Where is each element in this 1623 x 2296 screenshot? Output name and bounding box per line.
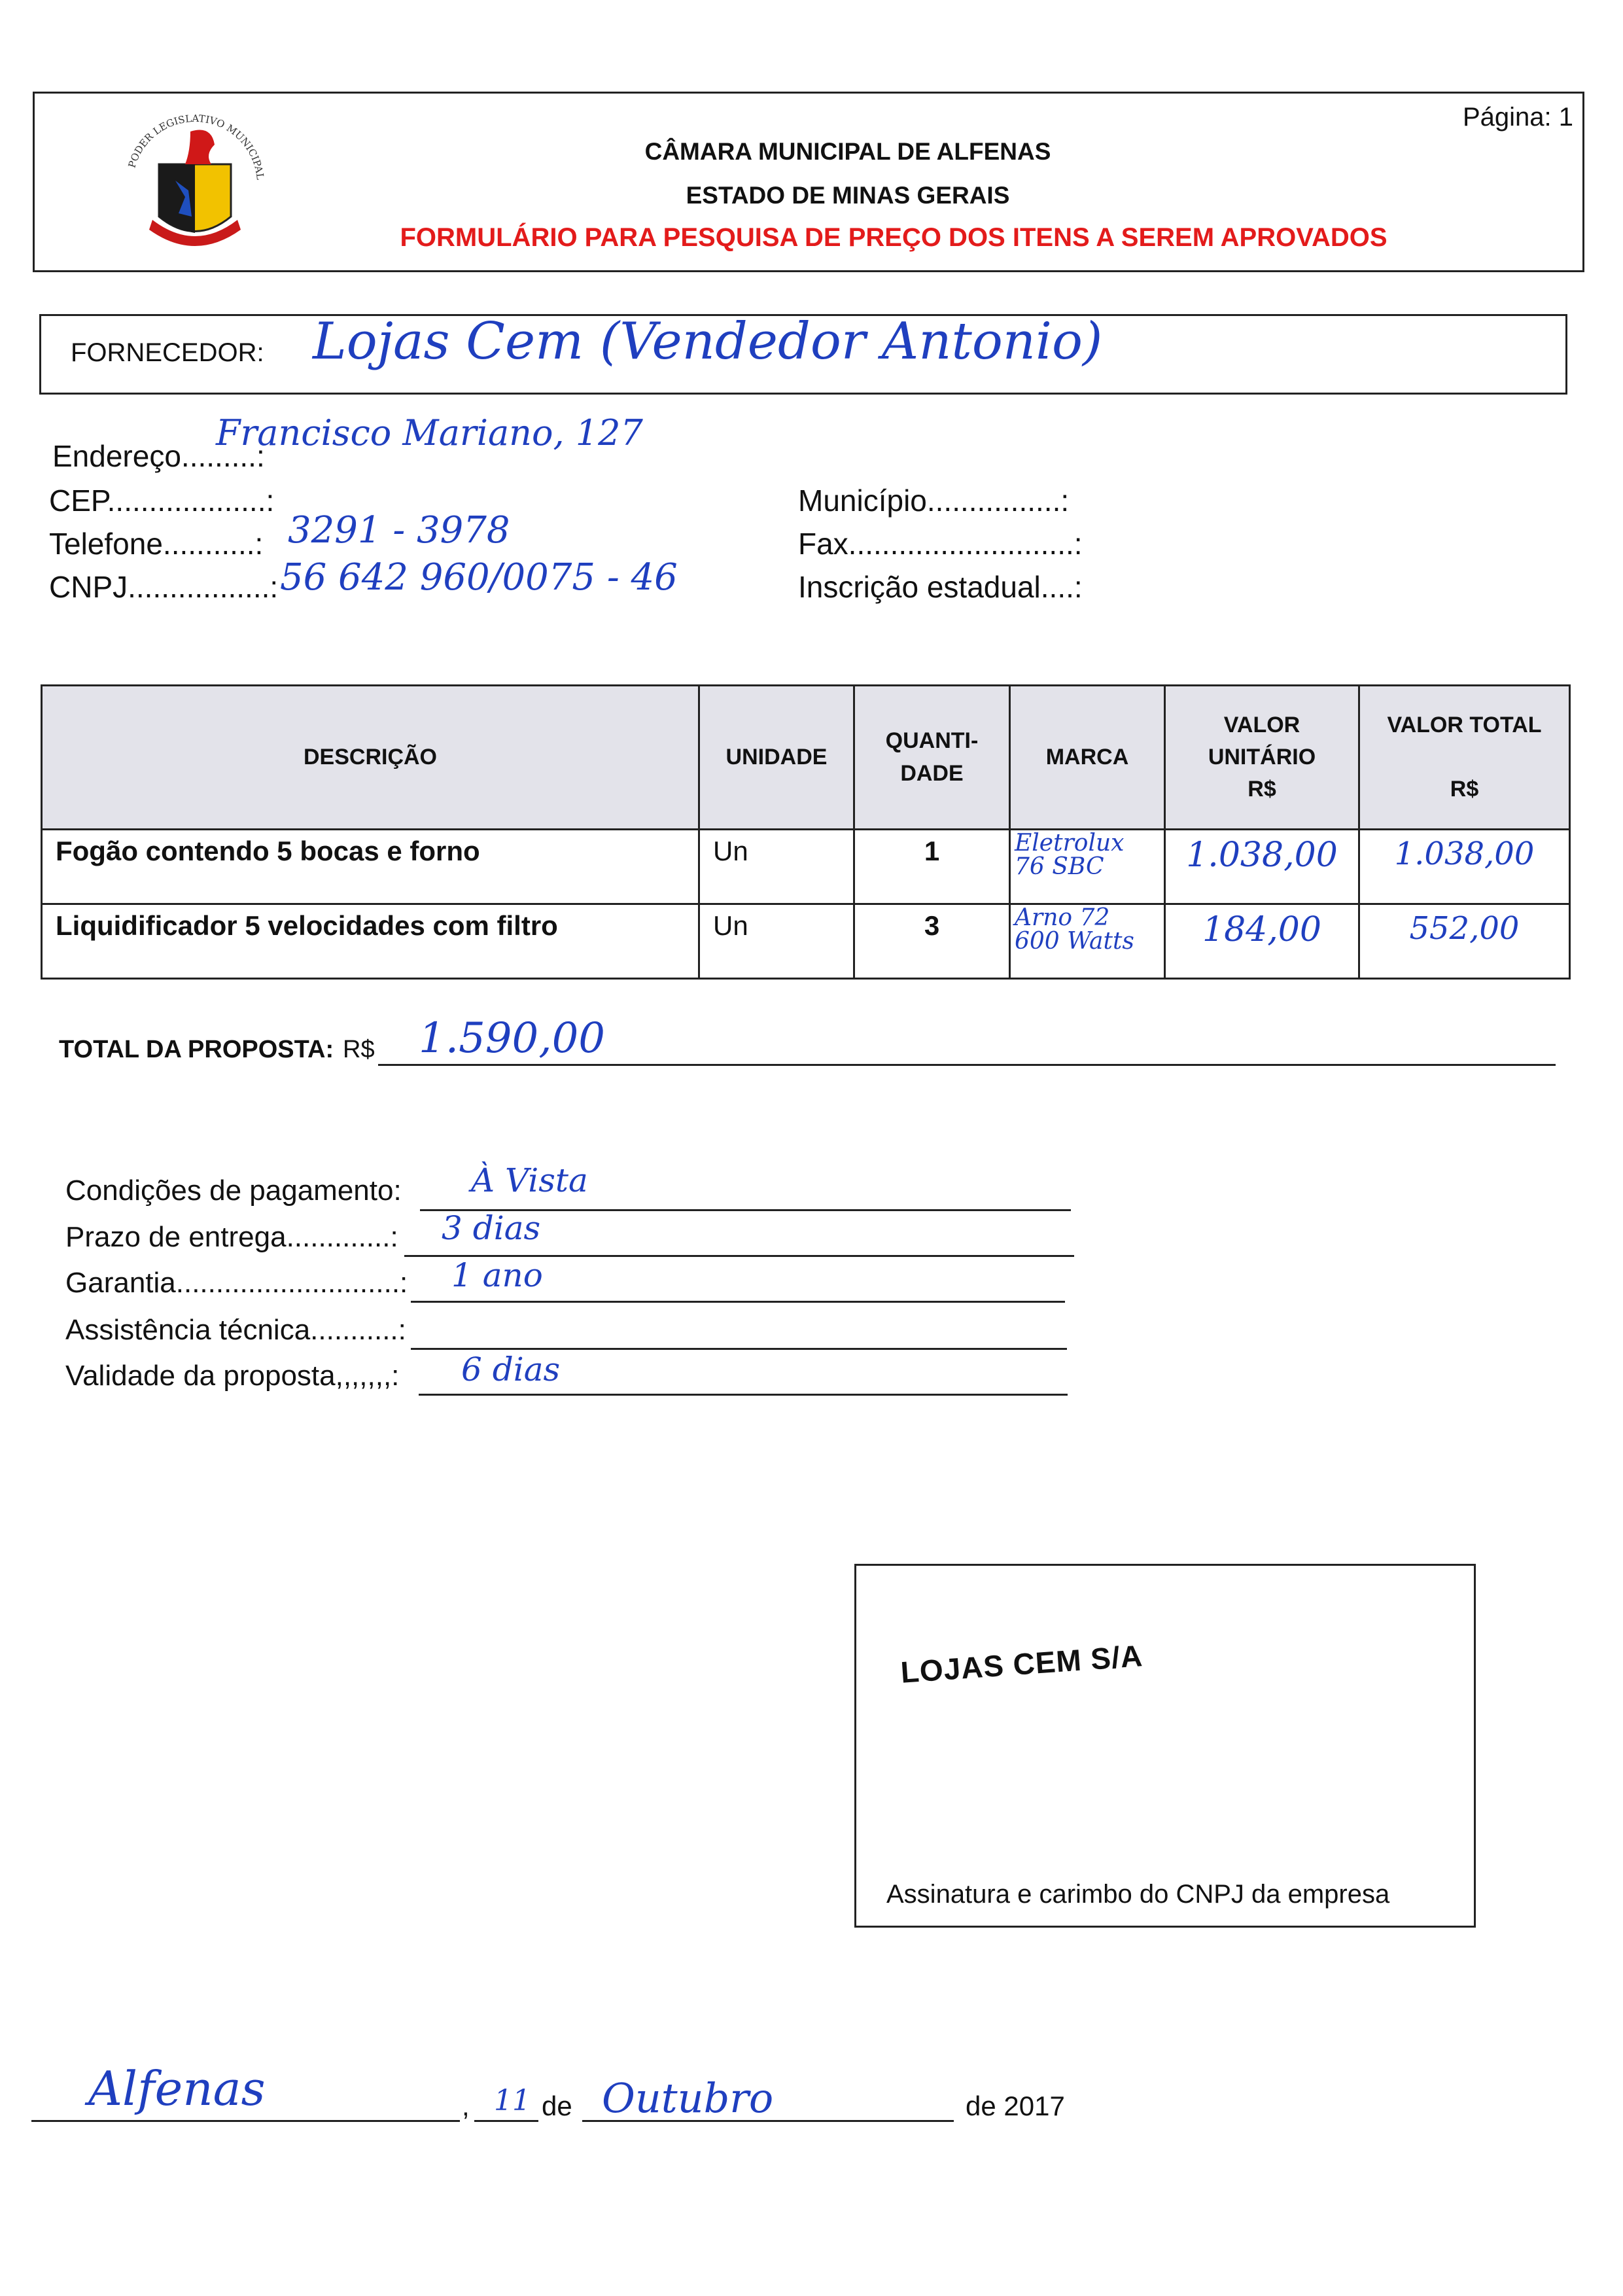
address-label: Endereço.........: bbox=[52, 439, 265, 473]
company-stamp: LOJAS CEM S/A bbox=[899, 1638, 1144, 1689]
cnpj-label: CNPJ.................: bbox=[49, 570, 279, 604]
header-marca: MARCA bbox=[1010, 686, 1165, 830]
cell-marca[interactable]: Arno 72 600 Watts bbox=[1010, 904, 1165, 979]
assistencia-label: Assistência técnica...........: bbox=[65, 1314, 406, 1346]
cell-valor-unitario[interactable]: 184,00 bbox=[1165, 904, 1359, 979]
footer-city[interactable]: Alfenas bbox=[88, 2061, 266, 2116]
header-valor-unitario: VALOR UNITÁRIO R$ bbox=[1165, 686, 1359, 830]
total-label: TOTAL DA PROPOSTA: bbox=[59, 1036, 334, 1063]
garantia-label: Garantia............................: bbox=[65, 1267, 408, 1299]
footer-year: de 2017 bbox=[966, 2091, 1065, 2121]
supplier-label: FORNECEDOR: bbox=[71, 338, 264, 367]
page-number: Página: 1 bbox=[1462, 103, 1573, 132]
ie-label: Inscrição estadual....: bbox=[798, 570, 1083, 604]
items-table bbox=[41, 684, 1571, 980]
cell-descricao: Liquidificador 5 velocidades com filtro bbox=[42, 904, 699, 979]
total-value[interactable]: 1.590,00 bbox=[419, 1014, 605, 1063]
address-value[interactable]: Francisco Mariano, 127 bbox=[216, 412, 643, 453]
assistencia-line[interactable] bbox=[411, 1309, 1067, 1350]
signature-caption: Assinatura e carimbo do CNPJ da empresa bbox=[886, 1880, 1390, 1909]
logo-text: PODER LEGISLATIVO MUNICIPAL bbox=[126, 112, 266, 181]
cell-marca[interactable]: Eletrolux 76 SBC bbox=[1010, 830, 1165, 904]
footer-city-line bbox=[31, 2120, 460, 2122]
prazo-label: Prazo de entrega.............: bbox=[65, 1221, 398, 1253]
table-row bbox=[42, 830, 1570, 904]
cell-quantidade: 1 bbox=[854, 830, 1010, 904]
validade-value[interactable]: 6 dias bbox=[461, 1351, 561, 1388]
footer-de: de bbox=[542, 2091, 572, 2121]
table-header-row bbox=[42, 686, 1570, 830]
footer-month[interactable]: Outubro bbox=[602, 2074, 774, 2122]
header-box bbox=[33, 92, 1584, 272]
cell-descricao: Fogão contendo 5 bocas e forno bbox=[42, 830, 699, 904]
cep-label: CEP...................: bbox=[49, 484, 275, 518]
total-currency: R$ bbox=[343, 1036, 375, 1063]
header-title-1: CÂMARA MUNICIPAL DE ALFENAS bbox=[644, 138, 1051, 165]
header-quantidade: QUANTI- DADE bbox=[854, 686, 1010, 830]
phone-label: Telefone...........: bbox=[49, 527, 264, 561]
header-unidade: UNIDADE bbox=[699, 686, 854, 830]
header-form-title: FORMULÁRIO PARA PESQUISA DE PREÇO DOS ITENS A SEREM APROVADOS bbox=[400, 223, 1387, 252]
header-valor-total: VALOR TOTAL R$ bbox=[1359, 686, 1570, 830]
cell-valor-unitario[interactable]: 1.038,00 bbox=[1165, 830, 1359, 904]
cell-unidade: Un bbox=[699, 904, 854, 979]
cell-valor-total[interactable]: 1.038,00 bbox=[1359, 830, 1570, 904]
municipio-label: Município................: bbox=[798, 484, 1070, 518]
header-title-2: ESTADO DE MINAS GERAIS bbox=[686, 182, 1010, 209]
supplier-box bbox=[39, 314, 1567, 395]
table-row bbox=[42, 904, 1570, 979]
total-line bbox=[378, 1064, 1556, 1066]
footer-day[interactable]: 11 bbox=[494, 2084, 531, 2117]
header-descricao: DESCRIÇÃO bbox=[42, 686, 699, 830]
validade-label: Validade da proposta,,,,,,,: bbox=[65, 1360, 400, 1392]
cell-quantidade: 3 bbox=[854, 904, 1010, 979]
footer-day-line bbox=[474, 2120, 538, 2122]
pagamento-label: Condições de pagamento: bbox=[65, 1174, 402, 1207]
prazo-value[interactable]: 3 dias bbox=[442, 1209, 541, 1247]
pagamento-value[interactable]: À Vista bbox=[471, 1161, 588, 1199]
garantia-value[interactable]: 1 ano bbox=[451, 1256, 543, 1294]
signature-box[interactable] bbox=[854, 1564, 1476, 1928]
footer-comma: , bbox=[462, 2091, 470, 2121]
cell-unidade: Un bbox=[699, 830, 854, 904]
supplier-name[interactable]: Lojas Cem (Vendedor Antonio) bbox=[313, 312, 1103, 371]
phone-value[interactable]: 3291 - 3978 bbox=[288, 509, 510, 552]
fax-label: Fax...........................: bbox=[798, 527, 1083, 561]
cnpj-value[interactable]: 56 642 960/0075 - 46 bbox=[280, 556, 678, 599]
cell-valor-total[interactable]: 552,00 bbox=[1359, 904, 1570, 979]
